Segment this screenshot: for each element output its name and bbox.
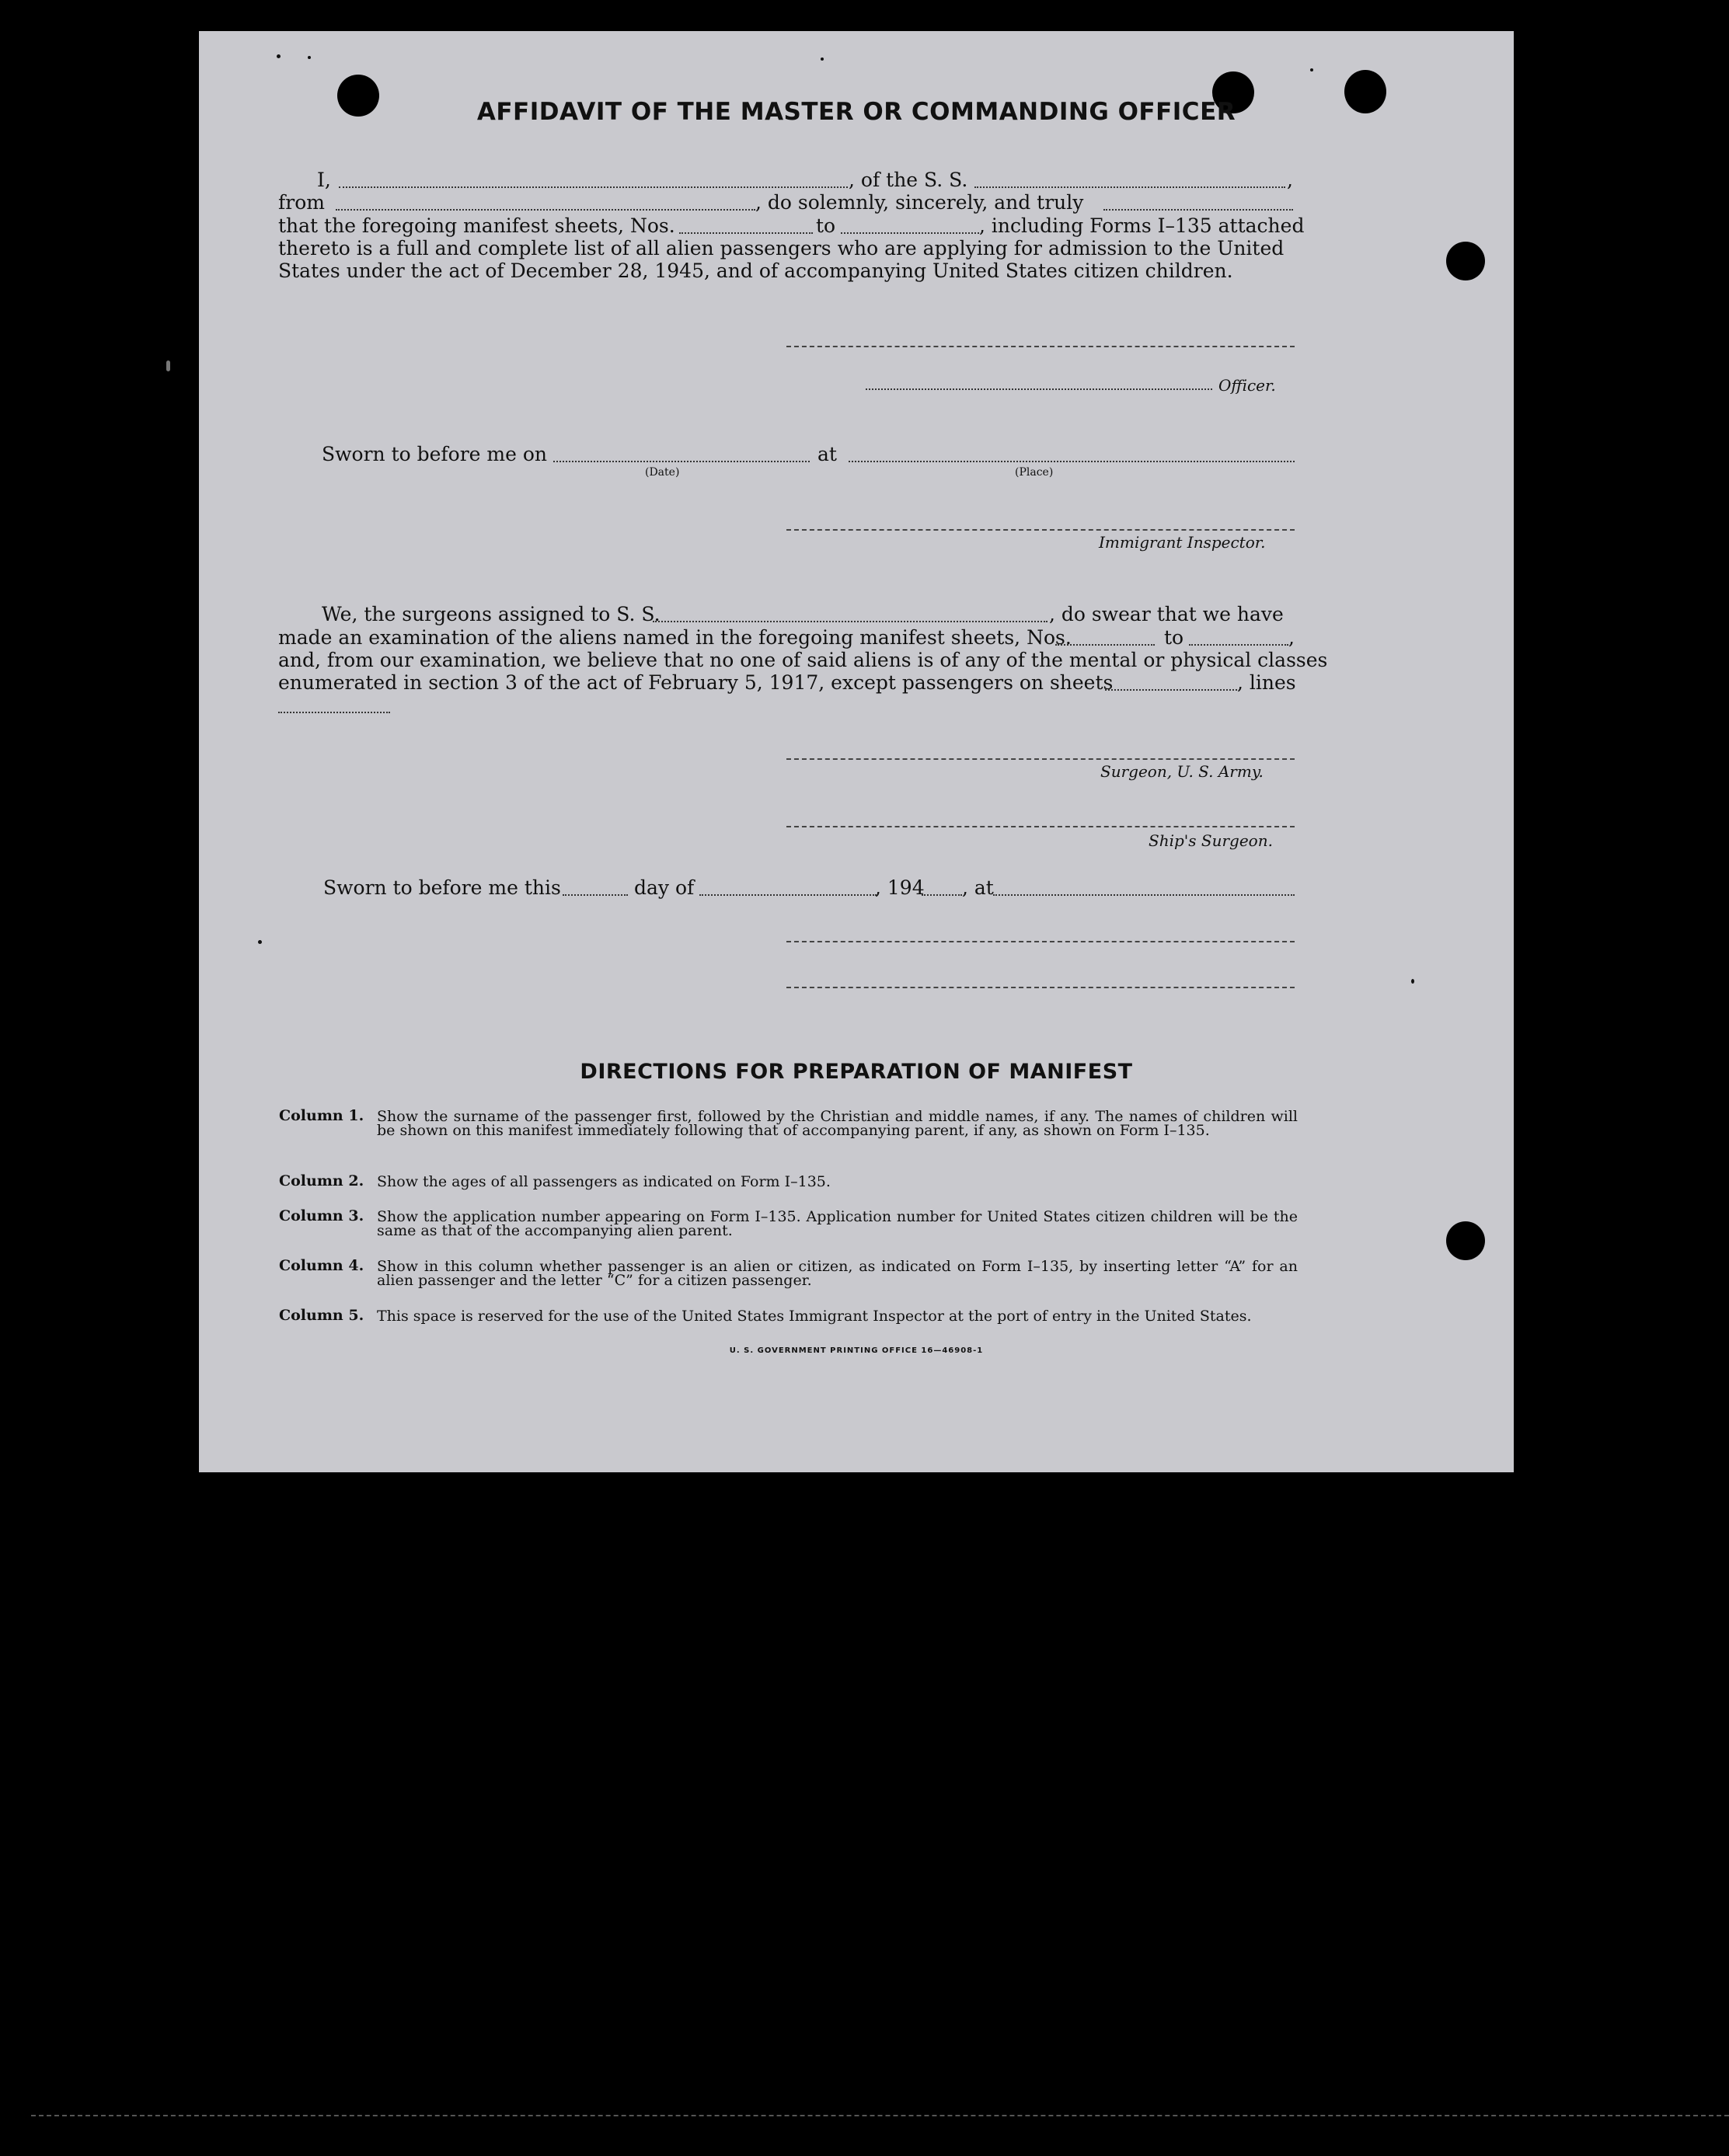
sheet-from-field[interactable] xyxy=(679,232,813,234)
ink-speck xyxy=(1310,68,1313,71)
inspector-label: Immigrant Inspector. xyxy=(1099,533,1266,552)
affidavit-from: from xyxy=(278,191,325,214)
master-name-field[interactable] xyxy=(339,186,848,188)
column-2-text: Show the ages of all passengers as indicated on Form I–135. xyxy=(377,1173,831,1190)
ink-speck xyxy=(277,54,281,58)
sworn-date-field[interactable] xyxy=(553,461,810,462)
printer-imprint: U. S. GOVERNMENT PRINTING OFFICE 16—46908-1 xyxy=(729,1346,984,1355)
ship-name-field[interactable] xyxy=(974,186,1285,188)
column-1-text: Show the surname of the passenger first, followed by the Christian and middle names, if any. The names of children will be shown on this manifest immediately following that of accompanying parent, if any, as shown on Form I–135. xyxy=(377,1108,1298,1139)
column-5-text: This space is reserved for the use of the United States Immigrant Inspector at the port of entry in the United States. xyxy=(377,1308,1252,1325)
column-4-label: Column 4. xyxy=(279,1257,364,1274)
army-surgeon-signature-line[interactable] xyxy=(786,758,1295,760)
officer-title-line[interactable] xyxy=(866,388,1212,390)
affidavit-of-ss: , of the S. S. xyxy=(849,169,968,191)
port-from-field[interactable] xyxy=(336,209,755,211)
affirm-field[interactable] xyxy=(1103,209,1293,211)
sworn-place-field[interactable] xyxy=(849,461,1295,462)
binder-hole xyxy=(1446,1221,1485,1260)
column-5-label: Column 5. xyxy=(279,1307,364,1324)
ship-surgeon-label: Ship's Surgeon. xyxy=(1149,831,1273,850)
surgeon-sheet-from-field[interactable] xyxy=(1055,644,1155,646)
ink-speck xyxy=(308,56,311,59)
sworn-year-field[interactable] xyxy=(922,894,962,896)
binder-hole xyxy=(1446,242,1485,280)
sworn-at-field[interactable] xyxy=(993,894,1295,896)
column-1-label: Column 1. xyxy=(279,1107,364,1124)
directions-title: DIRECTIONS FOR PREPARATION OF MANIFEST xyxy=(580,1060,1133,1084)
affidavit-title: AFFIDAVIT OF THE MASTER OR COMMANDING OFFICER xyxy=(476,98,1236,126)
column-3-text: Show the application number appearing on Form I–135. Application number for United States citizen children will be the same as that of the accompanying alien parent. xyxy=(377,1208,1298,1239)
sheet-to-field[interactable] xyxy=(841,232,979,234)
column-2-label: Column 2. xyxy=(279,1172,364,1189)
officer-label: Officer. xyxy=(1218,376,1276,395)
official-title-line[interactable] xyxy=(786,987,1295,988)
except-lines-field[interactable] xyxy=(278,712,390,713)
column-4-text: Show in this column whether passenger is an alien or citizen, as indicated on Form I–135, by inserting letter “A” for an alien passenger and the letter “C” for a citizen passenger. xyxy=(377,1258,1298,1289)
ink-speck xyxy=(821,57,824,61)
surgeon-ship-field[interactable] xyxy=(653,621,1048,622)
scan-speck xyxy=(166,360,170,371)
ship-surgeon-signature-line[interactable] xyxy=(786,826,1295,827)
form-page: AFFIDAVIT OF THE MASTER OR COMMANDING OFFICER I, , of the S. S. , from , do solemnly, sincerely, and truly that the foregoing manifest sheets, Nos. to , including Forms I–135 attached thereto is a full and complete list of all alien passengers who are applying for admission to the United States under the act of December 28, 1945, and of accompanying United States citizen children. Officer. Sworn to before me on (Date) at (Place) Immigrant Inspector. We, the surgeons assigned to S. S. , do swear that we have made an examination of the aliens named in the foregoing manifest sheets, Nos. to , and, from our examination, we believe that no one of said aliens is of any of the mental or physical classes enumerated in section 3 of the act of February 5, 1917, except passengers on sheets , lines Surgeon, U. S. Army. Ship's Surgeon. Sworn to before me this day of , 194 , at DIRECTIONS FOR PREPARATION OF MANIFEST Column 1. Show the surname of the passenger first, followed by the Christian and middle names, if any. The names of children will be shown on this manifest immediately following that of accompanying parent, if any, as shown on Form I–135. Column 2. Show the ages of all passengers as indicated on Form I–135. Column 3. Show the application number appearing on Form I–135. Application number for United States citizen children will be the same as that of the accompanying alien parent. Column 4. Show in this column whether passenger is an alien or citizen, as indicated on Form I–135, by inserting letter “A” for an alien passenger and the letter “C” for a citizen passenger. Column 5. This space is reserved for the use of the United States Immigrant Inspector at the port of entry in the United States. U. S. GOVERNMENT PRINTING OFFICE 16—46908-1 xyxy=(199,31,1514,1472)
ink-speck xyxy=(1411,979,1414,984)
column-3-label: Column 3. xyxy=(279,1207,364,1224)
affidavit-i: I, xyxy=(317,169,331,191)
sworn-day-field[interactable] xyxy=(563,894,628,896)
ink-speck xyxy=(258,940,262,944)
master-signature-line[interactable] xyxy=(786,346,1295,347)
surgeon-sheet-to-field[interactable] xyxy=(1189,644,1288,646)
official-signature-line[interactable] xyxy=(786,941,1295,942)
except-sheets-field[interactable] xyxy=(1105,689,1237,691)
army-surgeon-label: Surgeon, U. S. Army. xyxy=(1100,762,1264,781)
inspector-signature-line[interactable] xyxy=(786,529,1295,531)
scan-edge-line xyxy=(31,2115,1729,2116)
sworn-month-field[interactable] xyxy=(699,894,877,896)
